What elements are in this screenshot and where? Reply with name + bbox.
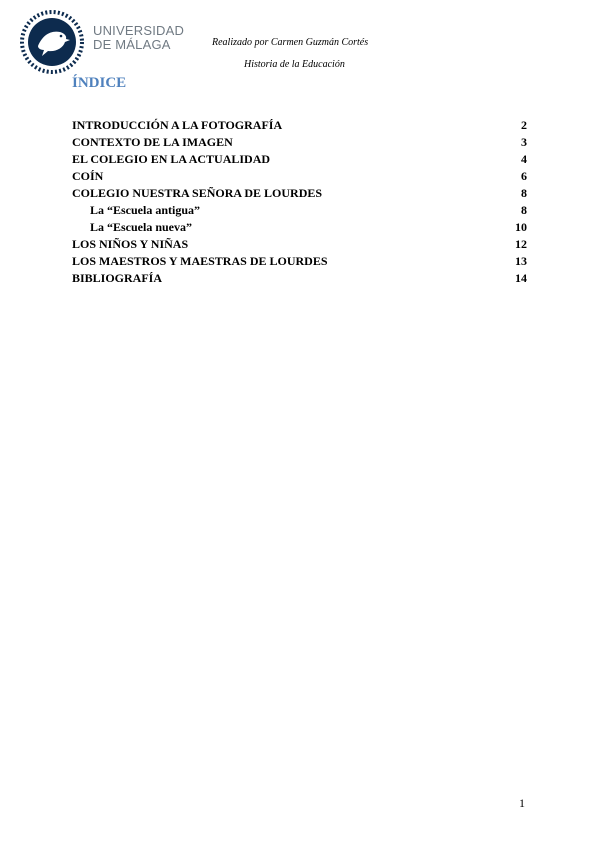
toc-subentry[interactable] <box>72 202 527 219</box>
toc-title: ÍNDICE <box>72 75 127 91</box>
toc-entry-page: 10 <box>515 220 527 234</box>
toc-entry[interactable] <box>72 185 527 202</box>
university-name <box>93 24 184 52</box>
toc-entry-page: 13 <box>515 254 527 268</box>
page-number: 1 <box>519 796 525 810</box>
toc-entry[interactable] <box>72 117 527 134</box>
toc-entry-page: 12 <box>515 237 527 251</box>
toc-entry-label: La “Escuela antigua” <box>90 203 201 217</box>
toc-entry-label: BIBLIOGRAFÍA <box>72 271 163 285</box>
toc-entry-label: LOS NIÑOS Y NIÑAS <box>72 237 189 251</box>
toc-entry[interactable] <box>72 270 527 287</box>
header-author: Realizado por Carmen Guzmán Cortés <box>212 37 369 48</box>
university-name-line1: UNIVERSIDAD <box>93 23 185 38</box>
toc-entry[interactable] <box>72 236 527 253</box>
header-subject: Historia de la Educación <box>244 59 345 70</box>
university-name-line2: DE MÁLAGA <box>93 37 171 52</box>
toc-entry-page: 8 <box>521 186 527 200</box>
toc-entry-label: LOS MAESTROS Y MAESTRAS DE LOURDES <box>72 254 328 268</box>
toc-entry-page: 6 <box>521 169 527 183</box>
toc-entry[interactable] <box>72 134 527 151</box>
toc-entry-label: INTRODUCCIÓN A LA FOTOGRAFÍA <box>72 118 283 132</box>
toc-entry-label: EL COLEGIO EN LA ACTUALIDAD <box>72 152 271 166</box>
toc-entry-label: CONTEXTO DE LA IMAGEN <box>72 135 233 149</box>
toc-entry-page: 8 <box>521 203 527 217</box>
toc-entry-page: 3 <box>521 135 527 149</box>
toc-subentry[interactable] <box>72 219 527 236</box>
university-logo-icon <box>20 10 84 74</box>
toc-entry-page: 14 <box>515 271 527 285</box>
toc-entry-page: 2 <box>521 118 527 132</box>
toc-entry[interactable] <box>72 253 527 270</box>
toc-entry[interactable] <box>72 168 527 185</box>
toc-entry-label: COÍN <box>72 169 104 183</box>
toc-entry-label: La “Escuela nueva” <box>90 220 193 234</box>
table-of-contents <box>72 117 527 287</box>
toc-entry-page: 4 <box>521 152 527 166</box>
toc-entry-label: COLEGIO NUESTRA SEÑORA DE LOURDES <box>72 186 323 200</box>
toc-entry[interactable] <box>72 151 527 168</box>
